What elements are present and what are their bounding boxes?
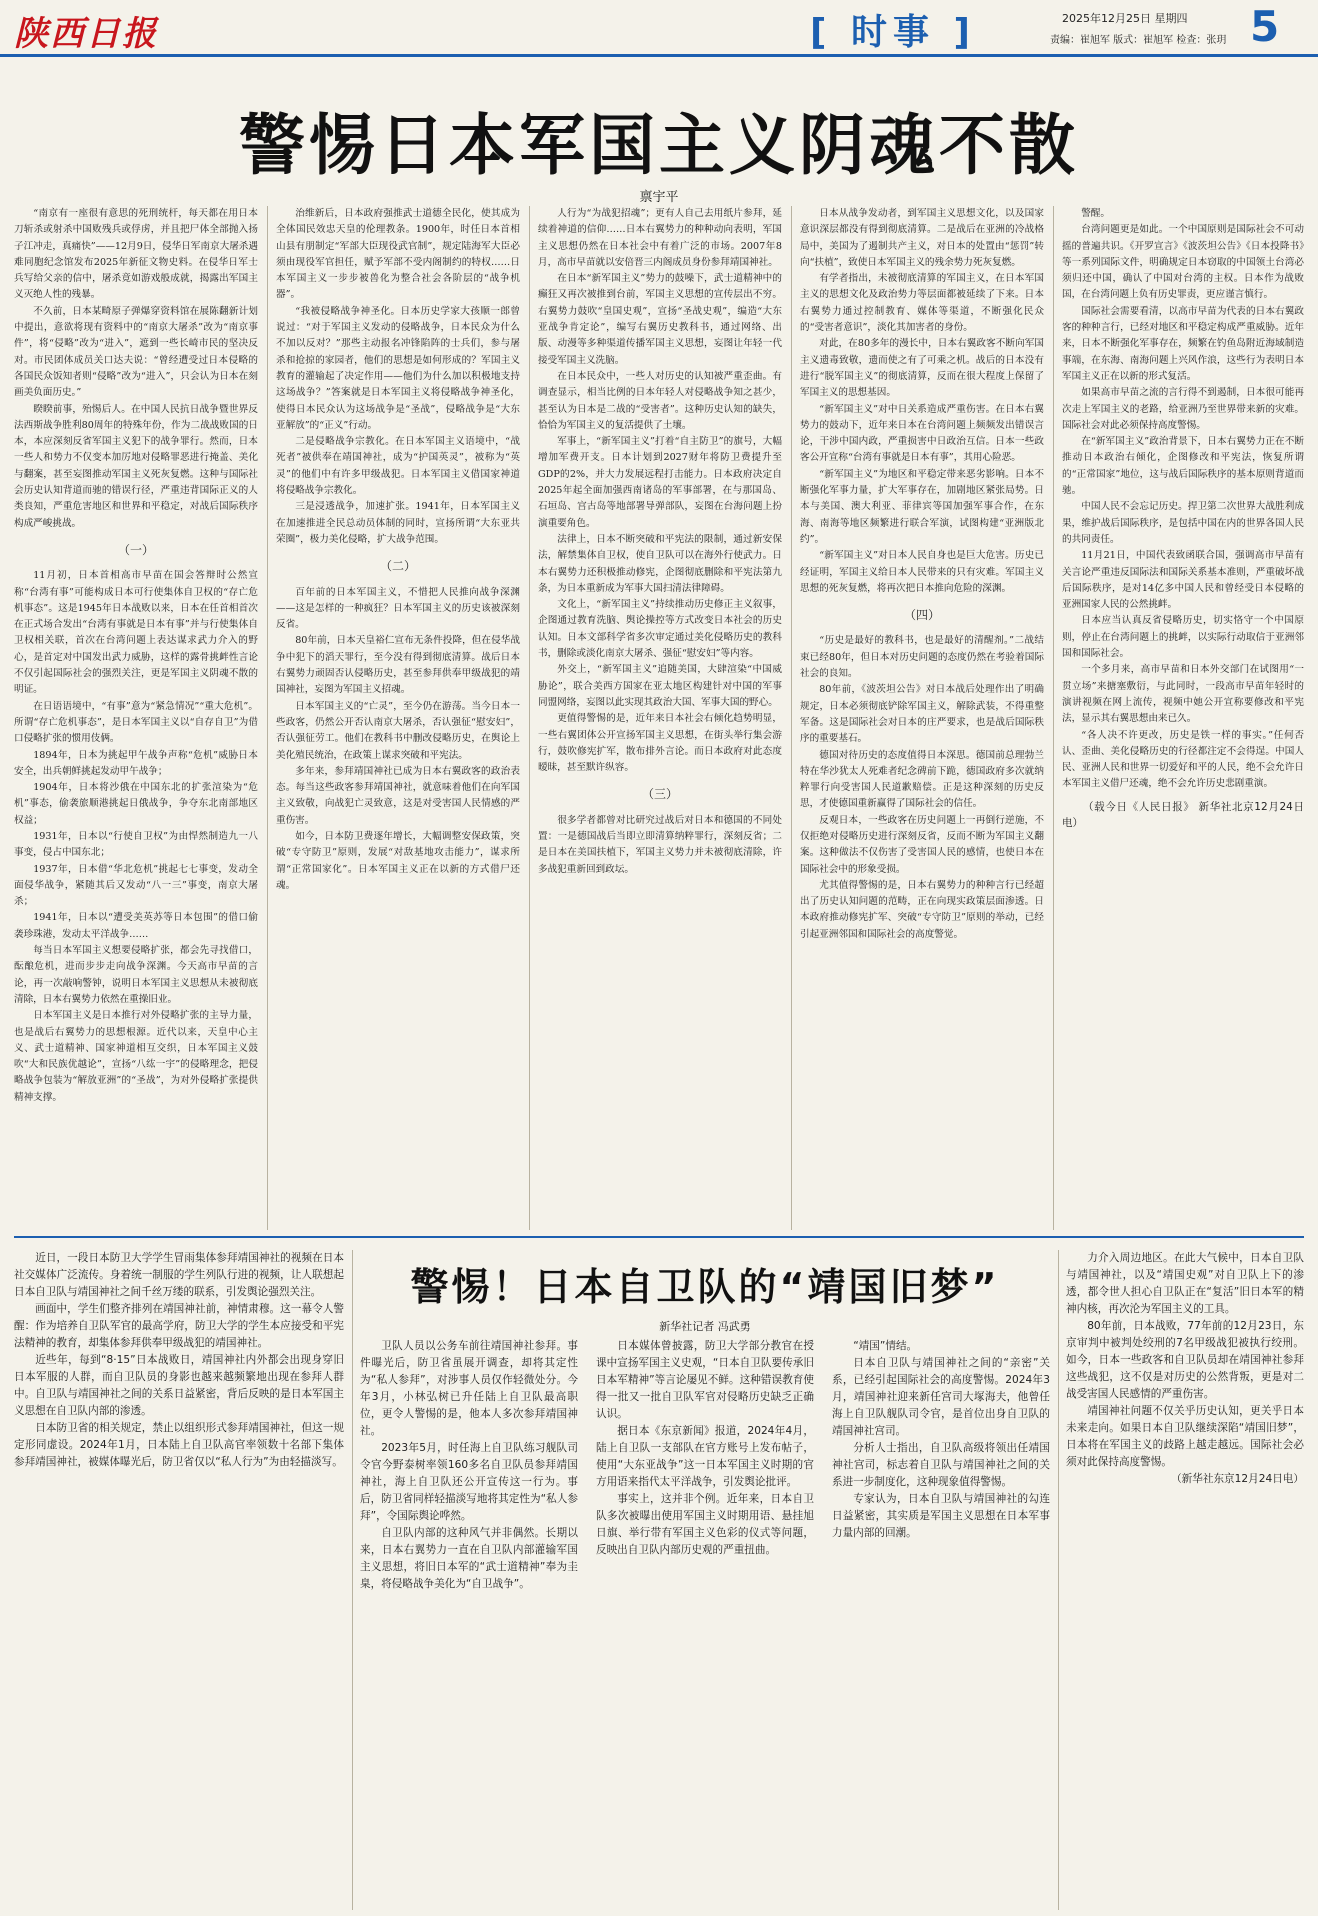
paragraph: 1937年，日本借“华北危机”挑起七七事变，发动全面侵华战争，紧随其后又发动“八一三”事变，南京大屠杀；: [14, 863, 258, 908]
paragraph: 80年前，日本天皇裕仁宣布无条件投降，但在侵华战争中犯下的滔天罪行，至今没有得到彻底清算。战后日本右翼势力顽固否认侵略历史，甚至参拜供奉甲级战犯的靖国神社，妄图为军国主义招魂。: [276, 635, 520, 696]
second-headline: 警惕！日本自卫队的“靖国旧梦”: [410, 1265, 1000, 1309]
paragraph: 11月21日，中国代表致函联合国，强调高市早苗有关言论严重违反国际法和国际关系基本准则，严重破坏战后国际秩序，是对14亿多中国人民和曾经受日本侵略的亚洲国家人民的公然挑衅。: [1062, 550, 1304, 611]
section-heading-4: （四）: [903, 608, 940, 623]
main-article: [14, 206, 1304, 1230]
paragraph: 二是侵略战争宗教化。在日本军国主义语境中，“战死者”被供奉在靖国神社，成为“护国英灵”，被称为“英灵”的他们中有许多甲级战犯。日本军国主义借国家神道将侵略战争宗教化。: [276, 436, 520, 497]
right-paragraphs: [1066, 1250, 1304, 1471]
main-headline: 警惕日本军国主义阴魂不散: [239, 107, 1079, 184]
paragraph: 更值得警惕的是，近年来日本社会右倾化趋势明显，一些右翼团体公开宣扬军国主义思想，在街头举行集会游行，鼓吹修宪扩军，散布排外言论。而日本政府对此态度暧昧，甚至默许纵容。: [538, 713, 782, 774]
paragraph: 1941年，日本以“遭受美英苏等日本包围”的借口偷袭珍珠港，发动太平洋战争……: [14, 912, 258, 940]
paragraph: 人行为“为战犯招魂”；更有人自己去用纸片参拜，延续着神道的信仰……日本右翼势力的种种动向表明，军国主义思想仍然在日本社会中有着广泛的市场。2007年8月，高市早苗就以安倍晋三内阁成员身份参拜靖国神社。: [538, 208, 782, 268]
second-article-sign-off: （新华社东京12月24日电）: [1171, 1473, 1304, 1485]
paragraph: 分析人士指出，自卫队高级将领出任靖国神社宫司，标志着自卫队与靖国神社之间的关系进一步制度化，这种现象值得警惕。: [832, 1442, 1050, 1488]
paragraph: “新军国主义”对中日关系造成严重伤害。在日本右翼势力的鼓动下，近年来日本在台湾问题上频频发出错误言论，干涉中国内政，严重损害中日政治互信。日本一些政客公开宣称“台湾有事就是日本有事”，其用心险恶。: [800, 403, 1044, 464]
paragraph: 外交上，“新军国主义”追随美国，大肆渲染“中国威胁论”，联合美西方国家在亚太地区构建针对中国的军事同盟网络，妄图以此实现其政治大国、军事大国的野心。: [538, 664, 782, 708]
paragraph: 对此，在80多年的漫长中，日本右翼政客不断向军国主义遗毒致敬，遗而使之有了可乘之机。战后的日本没有进行“脱军国主义”的彻底清算，反而在很大程度上保留了军国主义的思想基因。: [800, 338, 1044, 399]
paragraph: 日本应当认真反省侵略历史，切实恪守一个中国原则，停止在台湾问题上的挑衅，以实际行动取信于亚洲邻国和国际社会。: [1062, 615, 1304, 660]
paragraph: 1894年，日本为挑起甲午战争声称“危机”威胁日本安全，出兵朝鲜挑起发动甲午战争；: [14, 749, 258, 777]
second-article-lead-column: [14, 1250, 344, 1910]
paragraph: 1904年，日本将沙俄在中国东北的扩张渲染为“危机”事态，偷袭旅顺港挑起日俄战争，争夺东北南部地区权益；: [14, 782, 258, 826]
masthead-rule: [0, 54, 1318, 57]
article-column-2: [276, 206, 520, 1230]
column-rule: [352, 1250, 353, 1910]
paragraph: 卫队人员以公务车前往靖国神社参拜。事件曝光后，防卫省虽展开调查，却将其定性为“私人参拜”，对涉事人员仅作轻微处分。今年3月，小林弘树已升任陆上自卫队最高职位，更令人警惕的是，他本人多次参拜靖国神社。: [360, 1340, 578, 1437]
paragraph: 自卫队内部的这种风气并非偶然。长期以来，日本右翼势力一直在自卫队内部灌输军国主义思想，将旧日本军的“武士道精神”奉为圭臬，将侵略战争美化为“自卫战争”。: [360, 1527, 578, 1590]
col3-more-paragraphs: [538, 813, 782, 878]
col5-paragraphs: [1062, 206, 1304, 793]
paragraph: “历史是最好的教科书，也是最好的清醒剂。”二战结束已经80年，但日本对历史问题的态度仍然在考验着国际社会的良知。: [800, 635, 1044, 680]
column-rule: [791, 206, 792, 1230]
paragraph: 文化上，“新军国主义”持续推动历史修正主义叙事，企图通过教育洗脑、舆论操控等方式改变日本社会的历史认知。日本文部科学省多次审定通过美化侵略历史的教科书，删除或淡化南京大屠杀、强征“慰安妇”等内容。: [538, 599, 782, 660]
paragraph: 在“新军国主义”政治背景下，日本右翼势力正在不断推动日本政治右倾化，企图修改和平宪法，恢复所谓的“正常国家”地位，这与战后国际秩序的基本原则背道而驰。: [1062, 436, 1304, 497]
col2-more-paragraphs: [276, 585, 520, 895]
paragraph: 很多学者都曾对比研究过战后对日本和德国的不同处置：一是德国战后当即立即清算纳粹罪行，深刻反省；二是日本在美国扶植下，军国主义势力并未被彻底清除，许多战犯重新回到政坛。: [538, 814, 782, 875]
paragraph: 在日本民众中，一些人对历史的认知被严重歪曲。有调查显示，相当比例的日本年轻人对侵略战争知之甚少，甚至认为日本是二战的“受害者”。这种历史认知的缺失，恰恰为军国主义的复活提供了土壤。: [538, 370, 782, 431]
second-article-column-3: [832, 1338, 1050, 1910]
section-heading-2: （二）: [379, 559, 416, 574]
article-column-5: [1062, 206, 1304, 1230]
article-sign-off: （载今日《人民日报》 新华社北京12月24日电）: [1062, 800, 1304, 829]
paragraph: 近日，一段日本防卫大学学生冒雨集体参拜靖国神社的视频在日本社交媒体广泛流传。身着统一制服的学生列队行进的视频，让人联想起日本自卫队与靖国神社之间千丝万缕的联系，引发舆论强烈关注。: [14, 1252, 344, 1298]
paragraph: 日本防卫省的相关规定，禁止以组织形式参拜靖国神社，但这一规定形同虚设。2024年1月，日本陆上自卫队高官率领数十名部下集体参拜靖国神社，被媒体曝光后，防卫省仅以“私人行为”为由轻描淡写。: [14, 1422, 344, 1468]
paragraph: 11月初，日本首相高市早苗在国会答辩时公然宣称“台湾有事”可能构成日本可行使集体自卫权的“存亡危机事态”。这是1945年日本战败以来，日本在任首相首次在正式场合发出“台湾有事就是日本有事”并与行使集体自卫权相关联，首次在台湾问题上表达谋求武力介入的野心，是首定对中国发出武力威胁，这样的露骨挑衅性言论不仅引起国际社会的强烈关注，更是军国主义阴魂不散的明证。: [14, 570, 258, 696]
paragraph: 日本媒体曾披露，防卫大学部分教官在授课中宣扬军国主义史观，“日本自卫队要传承旧日本军精神”等言论屡见不鲜。这种错误教育使得一批又一批自卫队军官对侵略历史缺乏正确认识。: [596, 1340, 814, 1420]
second-article-column-1: [360, 1338, 578, 1910]
article-column-4: [800, 206, 1044, 1230]
second-article-body: [360, 1338, 1050, 1910]
paragraph: “各人决不许更改，历史是铁一样的事实。”任何否认、歪曲、美化侵略历史的行径都注定不会得逞。中国人民、亚洲人民和世界一切爱好和平的人民，绝不会允许日本军国主义借尸还魂，绝不会允许历史悲剧重演。: [1062, 729, 1304, 790]
newspaper-logo: 陕西日报: [14, 14, 158, 54]
paragraph: 台湾问题更是如此。一个中国原则是国际社会不可动摇的普遍共识。《开罗宣言》《波茨坦公告》《日本投降书》等一系列国际文件，明确规定日本窃取的中国领土台湾必须归还中国，确认了中国对台湾的主权。日本作为战败国，在台湾问题上负有历史罪责，更应谨言慎行。: [1062, 224, 1304, 301]
paragraph: “我被侵略战争神圣化。日本历史学家大孩顺一郎曾说过：“对于军国主义发动的侵略战争，日本民众为什么不加以反对？”那些主动报名冲锋陷阵的士兵们，参与屠杀和抢掠的家园者，他们的思想是如何形成的？军国主义教育的灌输起了决定作用——他们为什么加以积极地支持这场战争？”答案就是日本军国主义将侵略战争神圣化，使得日本民众认为这场战争是“圣战”，侵略战争是“大东亚解放”的“正义”行动。: [276, 305, 520, 431]
col1-paragraphs: [14, 206, 258, 532]
paragraph: 如今，日本防卫费逐年增长，大幅调整安保政策，突破“专守防卫”原则，发展“对敌基地攻击能力”，谋求所谓“正常国家化”。日本军国主义正在以新的方式借尸还魂。: [276, 830, 520, 891]
column-rule: [1058, 1250, 1059, 1910]
paragraph: 三是浸透战争，加速扩张。1941年，日本军国主义在加速推进全民总动员体制的同时，宣扬所谓“大东亚共荣圈”，极力美化侵略，扩大战争范围。: [276, 501, 520, 545]
paragraph: 在日本“新军国主义”势力的鼓噪下，武士道精神中的癫狂又再次被推到台前，军国主义思想的宣传层出不穷。右翼势力鼓吹“皇国史观”，宣扬“圣战史观”，编造“大东亚战争肯定论”，编写右翼历史教科书，通过网络、出版、动漫等多种渠道传播军国主义思想，妄图让年轻一代接受军国主义洗脑。: [538, 273, 782, 366]
paragraph: 靖国神社问题不仅关乎历史认知，更关乎日本未来走向。如果日本自卫队继续深陷“靖国旧梦”，日本将在军国主义的歧路上越走越远。国际社会必须对此保持高度警惕。: [1066, 1405, 1304, 1468]
paragraph: 日本自卫队与靖国神社之间的“亲密”关系，已经引起国际社会的高度警惕。2024年3月，靖国神社迎来新任宫司大塚海夫，他曾任海上自卫队舰队司令官，是首位出身自卫队的靖国神社宫司。: [832, 1357, 1050, 1437]
column-rule: [529, 206, 530, 1230]
paragraph: 2023年5月，时任海上自卫队练习舰队司令官今野泰树率领160多名自卫队员参拜靖国神社，海上自卫队还公开宣传这一行为。事后，防卫省同样轻描淡写地将其定性为“私人参拜”，令国际舆论哗然。: [360, 1442, 578, 1522]
paragraph: 日本军国主义是日本推行对外侵略扩张的主导力量，也是战后右翼势力的思想根源。近代以来，天皇中心主义、武士道精神、国家神道相互交织，日本军国主义鼓吹“大和民族优越论”，宣扬“八纮一宇”的侵略理念，把侵略战争包装为“解放亚洲”的“圣战”，为对外侵略扩张提供精神支撑。: [14, 1010, 258, 1103]
paragraph: 睽睽前事，殆惕后人。在中国人民抗日战争暨世界反法西斯战争胜利80周年的特殊年份，作为二战战败国的日本，本应深刻反省军国主义犯下的战争罪行。然而，日本一些人和势力不仅变本加厉地对侵略罪恶进行掩盖、美化与翻案，甚至妄图推动军国主义死灰复燃。这种与国际社会历史认知背道而驰的错误行径，严重违背国际正义的人类良知，严重危害地区和世界和平稳定，对战后国际秩序构成严峻挑战。: [14, 403, 258, 529]
paragraph: 80年前，《波茨坦公告》对日本战后处理作出了明确规定，日本必须彻底铲除军国主义，解除武装，不得重整军备。这是国际社会对日本的庄严要求，也是战后国际秩序的重要基石。: [800, 684, 1044, 745]
paragraph: 每当日本军国主义想要侵略扩张，都会先寻找借口，酝酿危机，进而步步走向战争深渊。今天高市早苗的言论，再一次敲响警钟，说明日本军国主义思想从未被彻底清除，日本右翼势力依然在重操旧业。: [14, 945, 258, 1005]
paragraph: 日本军国主义的“亡灵”，至今仍在游荡。当今日本一些政客，仍然公开否认南京大屠杀，否认强征“慰安妇”，否认强征劳工。他们在教科书中删改侵略历史，在舆论上美化殖民统治，在政策上谋求突破和平宪法。: [276, 700, 520, 761]
col2-paragraphs: [276, 206, 520, 548]
section-label: [ 时事 ]: [810, 12, 976, 53]
paragraph: 有学者指出，未被彻底清算的军国主义，在日本军国主义的思想文化及政治势力等层面都被延续了下来。日本右翼势力通过控制教育、媒体等渠道，不断强化民众的“受害者意识”，淡化其加害者的身份。: [800, 273, 1044, 334]
paragraph: 据日本《东京新闻》报道，2024年4月，陆上自卫队一支部队在官方账号上发布帖子，使用“大东亚战争”这一日本军国主义时期的官方用语来指代太平洋战争，引发舆论批评。: [596, 1425, 814, 1488]
paragraph: 警醒。: [1081, 208, 1110, 219]
paragraph: “新军国主义”为地区和平稳定带来恶劣影响。日本不断强化军事力量，扩大军事存在，加剧地区紧张局势。日本与美国、澳大利亚、菲律宾等国加强军事合作，在东海、南海等地区频繁进行联合军演，试图构建“亚洲版北约”。: [800, 468, 1044, 545]
paragraph: “南京有一座很有意思的死刑统杆，每天都在用日本刀斩杀或射杀中国败残兵或俘虏，并且把尸体全部抛入扬子江冲走，真痛快”——12月9日，侵华日军南京大屠杀遇难同胞纪念馆发布2025年新征文物史料。在侵华日军士兵写给父亲的信中，屠杀竟如游戏般成就，揭露出军国主义灭绝人性的残暴。: [14, 208, 258, 301]
col4-more-paragraphs: [800, 633, 1044, 943]
paragraph: 画面中，学生们整齐排列在靖国神社前，神情肃穆。这一幕令人警醒：作为培养自卫队军官的最高学府，防卫大学的学生本应接受和平宪法精神的教育，却集体参拜供奉甲级战犯的靖国神社。: [14, 1303, 344, 1349]
paragraph: 1931年，日本以“行使自卫权”为由悍然制造九一八事变，侵占中国东北；: [14, 830, 258, 859]
paragraph: “靖国”情结。: [853, 1340, 918, 1352]
column-rule: [267, 206, 268, 1230]
page-number: 5: [1250, 2, 1280, 51]
article-column-1: [14, 206, 258, 1230]
col3-paragraphs: [538, 206, 782, 776]
paragraph: 不久前，日本某畸原子弹爆穿资料馆在展陈翻新计划中提出，意欲将现有资料中的“南京大屠杀”改为“南京事件”，将“侵略”改为“进入”，遮到一些长崎市民的坚决反对。市民团体成员关口达夫说：“曾经遭受过日本侵略的各国民众饭知者则“侵略”改为“进入”，只会认为日本在刻画美负面历史。”: [14, 305, 258, 399]
paragraph: 近些年，每到“8·15”日本战败日，靖国神社内外都会出现身穿旧日本军服的人群，而自卫队员的身影也越来越频繁地出现在参拜人群中。自卫队与靖国神社之间的关系日益紧密，背后反映的是日本军国主义思想在自卫队内部的渗透。: [14, 1354, 344, 1417]
second-byline: 新华社记者 冯武勇: [659, 1320, 751, 1333]
paragraph: 多年来，参拜靖国神社已成为日本右翼政客的政治表态。每当这些政客参拜靖国神社，就意味着他们在向军国主义致敬，向战犯亡灵致意，这是对受害国人民情感的严重伤害。: [276, 765, 520, 826]
issue-date: 2025年12月25日 星期四: [1062, 12, 1188, 25]
section-heading-1: （一）: [117, 542, 154, 557]
article-divider: [14, 1236, 1304, 1238]
paragraph: 国际社会需要看清，以高市早苗为代表的日本右翼政客的种种言行，已经对地区和平稳定构成严重威胁。近年来，日本不断强化军事存在，频繁在钓鱼岛附近海域制造事端，在东海、南海问题上兴风作浪，这些行为表明日本军国主义正在以新的形式复活。: [1062, 305, 1304, 382]
paragraph: 专家认为，日本自卫队与靖国神社的勾连日益紧密，其实质是军国主义思想在日本军事力量内部的回潮。: [832, 1493, 1050, 1539]
column-rule: [1053, 206, 1054, 1230]
paragraph: 如果高市早苗之流的言行得不到遏制，日本很可能再次走上军国主义的老路，给亚洲乃至世界带来新的灾难。国际社会对此必须保持高度警惕。: [1062, 387, 1304, 431]
paragraph: 力介入周边地区。在此大气候中，日本自卫队与靖国神社，以及“靖国史观”对自卫队上下的渗透，都令世人担心自卫队正在“复活”旧日本军的精神内核，再次沦为军国主义的工具。: [1066, 1252, 1304, 1315]
paragraph: 事实上，这并非个例。近年来，日本自卫队多次被曝出使用军国主义时期用语、悬挂旭日旗、举行带有军国主义色彩的仪式等问题，反映出自卫队内部历史观的严重扭曲。: [596, 1493, 814, 1556]
section-heading-3: （三）: [641, 787, 678, 802]
editor-credits: 责编：崔旭军 版式：崔旭军 检查：张玥: [1050, 35, 1227, 46]
paragraph: “新军国主义”对日本人民自身也是巨大危害。历史已经证明，军国主义给日本人民带来的只有灾难。军国主义思想的死灰复燃，将再次把日本推向危险的深渊。: [800, 550, 1044, 594]
paragraph: 在日语语境中，“有事”意为“紧急情况”“重大危机”。所谓“存亡危机事态”，是日本军国主义以“自存自卫”为借口侵略扩张的惯用伎俩。: [14, 700, 258, 745]
col4-paragraphs: [800, 206, 1044, 597]
paragraph: 反观日本，一些政客在历史问题上一再倒行逆施，不仅拒绝对侵略历史进行深刻反省，反而不断为军国主义翻案。这种做法不仅伤害了受害国人民的感情，也使日本在国际社会中的形象受损。: [800, 814, 1044, 875]
col1-more-paragraphs: [14, 568, 258, 1106]
paragraph: 中国人民不会忘记历史。捍卫第二次世界大战胜利成果，维护战后国际秩序，是包括中国在内的世界各国人民的共同责任。: [1062, 501, 1304, 545]
second-article-right-column: [1066, 1250, 1304, 1910]
paragraph: 尤其值得警惕的是，日本右翼势力的种种言行已经超出了历史认知问题的范畴，正在向现实政策层面渗透。日本政府推动修宪扩军、突破“专守防卫”原则的举动，已经引起亚洲邻国和国际社会的高度警觉。: [800, 879, 1044, 940]
paragraph: 一个多月来，高市早苗和日本外交部门在试图用“一贯立场”来搪塞敷衍，与此同时，一段高市早苗年轻时的演讲视频在网上流传，视频中她公开宣称要修改和平宪法，显示其右翼思想由来已久。: [1062, 664, 1304, 725]
paragraph: 80年前，日本战败，77年前的12月23日，东京审判中被判处绞刑的7名甲级战犯被执行绞刑。如今，日本一些政客和自卫队员却在靖国神社参拜这些战犯，这不仅是对历史的公然背叛，更是对二战受害国人民感情的严重伤害。: [1066, 1320, 1304, 1400]
paragraph: 百年前的日本军国主义，不惜把人民推向战争深渊——这是怎样的一种疯狂？日本军国主义的历史该被深刻反省。: [276, 586, 520, 631]
main-byline: 禀宇平: [639, 190, 679, 205]
paragraph: 德国对待历史的态度值得日本深思。德国前总理勃兰特在华沙犹太人死难者纪念碑前下跪，德国政府多次就纳粹罪行向受害国人民道歉赔偿。正是这种深刻的历史反思，才使德国重新赢得了国际社会的信任。: [800, 749, 1044, 810]
paragraph: 治维新后，日本政府强推武士道德全民化，使其成为全体国民效忠天皇的伦理教条。1900年，时任日本首相山县有朋制定“军部大臣现役武官制”，规定陆海军大臣必须由现役军官担任，赋予军部不受内阁制约的特权……日本军国主义一步步被兽化为整合社会各阶层的“战争机器”。: [276, 208, 520, 301]
paragraph: 军事上，“新军国主义”打着“自主防卫”的旗号，大幅增加军费开支。日本计划到2027财年将防卫费提升至GDP的2%，并大力发展远程打击能力。日本政府决定自2025年起全面加强西南诸岛的军事部署，在与那国岛、石垣岛、宫古岛等地部署导弹部队，妄图在台海问题上扮演重要角色。: [538, 436, 782, 529]
paragraph: 法律上，日本不断突破和平宪法的限制，通过新安保法，解禁集体自卫权，使自卫队可以在海外行使武力。日本右翼势力还积极推动修宪，企图彻底删除和平宪法第九条，为日本重新成为军事大国扫清法律障碍。: [538, 533, 782, 594]
paragraph: 日本从战争发动者，到军国主义思想文化，以及国家意识深层都没有得到彻底清算。二是战后在亚洲的冷战格局中，美国为了遏制共产主义，对日本的处置由“惩罚”转向“扶植”，致使日本军国主义的残余势力死灰复燃。: [800, 208, 1044, 268]
article-column-3: [538, 206, 782, 1230]
second-article-column-2: [596, 1338, 814, 1910]
masthead: [0, 0, 1318, 56]
